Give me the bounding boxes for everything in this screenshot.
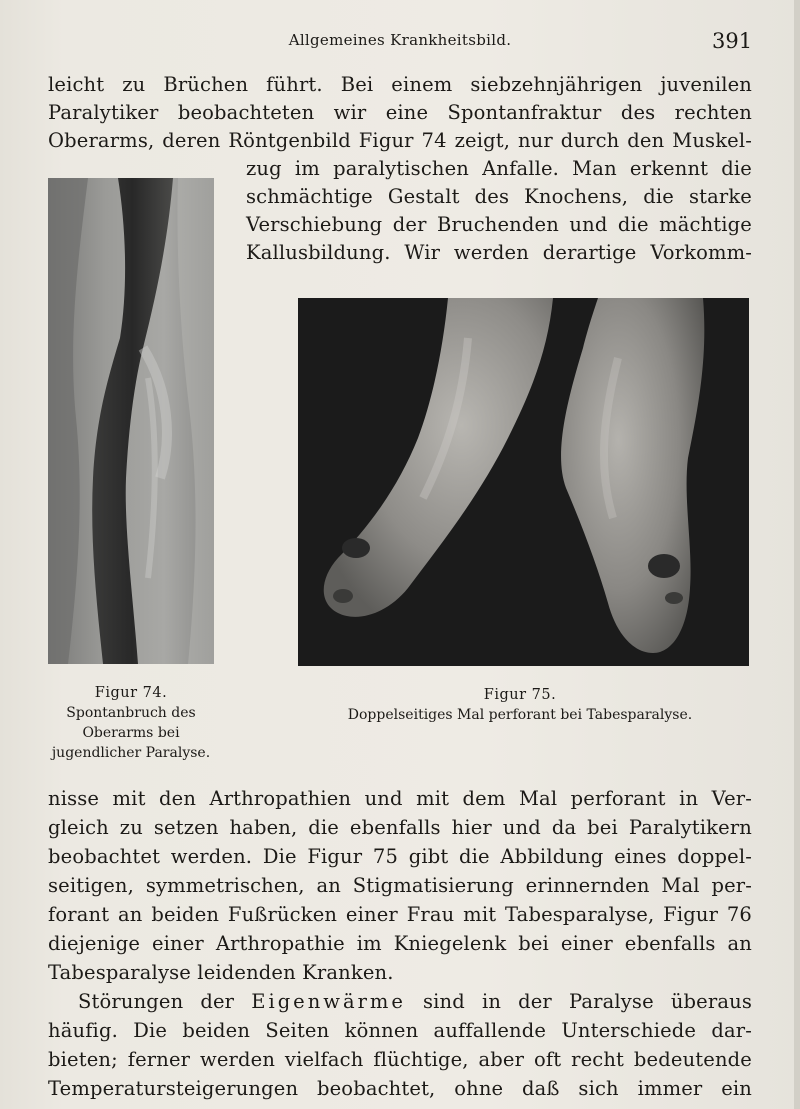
figure-74-caption-line: Spontanbruch des xyxy=(66,705,196,721)
figure-74-xray-image xyxy=(48,178,214,664)
figure-75-label: Figur 75. xyxy=(483,687,557,703)
text-line: häufig. Die beiden Seiten können auffallende Unterschiede dar- xyxy=(48,1019,752,1042)
text-line: Tabesparalyse leidenden Kranken. xyxy=(48,961,394,984)
figure-75-caption xyxy=(290,685,750,725)
figure-74-caption-line: Oberarms bei xyxy=(82,725,180,741)
figure-74-caption xyxy=(48,683,214,763)
text-line: gleich zu setzen haben, die ebenfalls hier und da bei Paralytikern xyxy=(48,816,752,839)
text-line: schmächtige Gestalt des Knochens, die starke xyxy=(246,185,752,208)
figure-75-caption-text: Doppelseitiges Mal perforant bei Tabesparalyse. xyxy=(347,707,693,723)
text-line: Paralytiker beobachteten wir eine Spontanfraktur des rechten xyxy=(48,101,752,124)
text-line: Temperatursteigerungen beobachtet, ohne daß sich immer ein xyxy=(48,1077,752,1100)
figure-74-label: Figur 74. xyxy=(94,685,168,701)
text-line xyxy=(48,987,752,1017)
text-line: Oberarms, deren Röntgenbild Figur 74 zeigt, nur durch den Muskel- xyxy=(48,129,752,152)
text-line: beobachtet werden. Die Figur 75 gibt die Abbildung eines doppel- xyxy=(48,845,752,868)
page-number: 391 xyxy=(712,29,753,53)
text-line: leicht zu Brüchen führt. Bei einem siebzehnjährigen juvenilen xyxy=(48,73,752,96)
text-line: Verschiebung der Bruchenden und die mächtige xyxy=(246,213,752,236)
text-fragment: sind in der Paralyse überaus xyxy=(423,990,752,1013)
text-line: zug im paralytischen Anfalle. Man erkennt die xyxy=(246,157,752,180)
figure-75-feet-photo xyxy=(298,298,749,666)
text-line: nisse mit den Arthropathien und mit dem Mal perforant in Ver- xyxy=(48,787,752,810)
text-line: bieten; ferner werden vielfach flüchtige, aber oft recht bedeutende xyxy=(48,1048,752,1071)
spaced-term: Eigenwärme xyxy=(251,990,406,1013)
figure-74-caption-line: jugendlicher Paralyse. xyxy=(51,745,211,761)
text-fragment: Störungen der xyxy=(78,990,235,1013)
text-line: forant an beiden Fußrücken einer Frau mit Tabesparalyse, Figur 76 xyxy=(48,903,752,926)
running-head: Allgemeines Krankheitsbild. xyxy=(288,31,512,49)
text-line: Kallusbildung. Wir werden derartige Vorkomm- xyxy=(246,241,752,264)
page-edge xyxy=(794,0,800,1109)
text-line: seitigen, symmetrischen, an Stigmatisierung erinnernden Mal per- xyxy=(48,874,752,897)
text-line: diejenige einer Arthropathie im Kniegelenk bei einer ebenfalls an xyxy=(48,932,752,955)
